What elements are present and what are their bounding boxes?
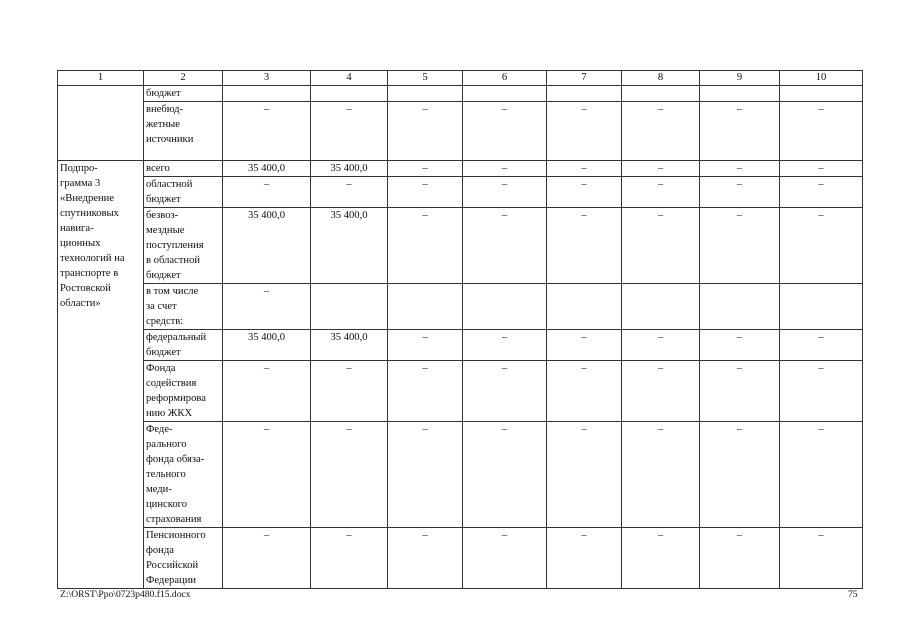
value-cell: – xyxy=(547,161,622,177)
value-cell: – xyxy=(780,161,863,177)
value-cell xyxy=(547,284,622,330)
value-cell: – xyxy=(700,361,780,422)
col-header: 6 xyxy=(463,71,547,86)
value-cell: – xyxy=(463,102,547,161)
value-cell: 35 400,0 xyxy=(223,208,311,284)
value-cell xyxy=(622,86,700,102)
value-cell: – xyxy=(622,161,700,177)
value-cell: – xyxy=(780,177,863,208)
value-cell: – xyxy=(223,422,311,528)
value-cell: – xyxy=(463,161,547,177)
value-cell xyxy=(780,284,863,330)
value-cell xyxy=(700,86,780,102)
value-cell: – xyxy=(622,422,700,528)
value-cell: – xyxy=(780,330,863,361)
value-cell: – xyxy=(463,177,547,208)
value-cell: – xyxy=(223,177,311,208)
table-row xyxy=(58,284,863,330)
value-cell: – xyxy=(463,208,547,284)
source-label: бюджет xyxy=(144,86,223,102)
budget-table xyxy=(57,70,863,589)
col-header: 2 xyxy=(144,71,223,86)
value-cell: – xyxy=(311,177,388,208)
value-cell: – xyxy=(463,528,547,589)
value-cell: – xyxy=(388,102,463,161)
col-header: 1 xyxy=(58,71,144,86)
value-cell: – xyxy=(700,330,780,361)
value-cell: – xyxy=(223,284,311,330)
table-row xyxy=(58,361,863,422)
col-header: 3 xyxy=(223,71,311,86)
col-header: 5 xyxy=(388,71,463,86)
empty-cell xyxy=(58,86,144,161)
source-label: Фонда содействия реформирова нию ЖКХ xyxy=(144,361,223,422)
page-number: 75 xyxy=(848,589,858,600)
value-cell: – xyxy=(780,208,863,284)
value-cell: – xyxy=(388,330,463,361)
value-cell xyxy=(547,86,622,102)
value-cell: – xyxy=(547,330,622,361)
source-label: федеральный бюджет xyxy=(144,330,223,361)
table-row xyxy=(58,177,863,208)
value-cell: – xyxy=(223,102,311,161)
value-cell: – xyxy=(780,361,863,422)
source-label: внебюд- жетные источники xyxy=(144,102,223,161)
col-header: 8 xyxy=(622,71,700,86)
value-cell xyxy=(622,284,700,330)
source-label: в том числе за счет средств: xyxy=(144,284,223,330)
value-cell: – xyxy=(622,177,700,208)
table-row xyxy=(58,528,863,589)
value-cell: – xyxy=(388,177,463,208)
source-label: областной бюджет xyxy=(144,177,223,208)
value-cell: – xyxy=(463,361,547,422)
value-cell: 35 400,0 xyxy=(311,161,388,177)
value-cell: – xyxy=(223,528,311,589)
table-row xyxy=(58,86,863,102)
value-cell: – xyxy=(388,161,463,177)
value-cell: – xyxy=(700,528,780,589)
value-cell: – xyxy=(622,330,700,361)
value-cell: – xyxy=(700,422,780,528)
value-cell: – xyxy=(700,177,780,208)
value-cell: – xyxy=(547,422,622,528)
value-cell: – xyxy=(547,102,622,161)
value-cell: – xyxy=(463,330,547,361)
value-cell: – xyxy=(547,361,622,422)
value-cell: – xyxy=(622,528,700,589)
subprogram-name: Подпро- грамма 3 «Внедрение спутниковых навига- ционных технологий на транспорте в Ростовской области» xyxy=(58,161,144,589)
value-cell: – xyxy=(311,102,388,161)
value-cell: – xyxy=(311,361,388,422)
table-row xyxy=(58,422,863,528)
value-cell: – xyxy=(780,102,863,161)
value-cell: – xyxy=(311,422,388,528)
value-cell: – xyxy=(700,208,780,284)
value-cell: – xyxy=(700,161,780,177)
value-cell xyxy=(780,86,863,102)
value-cell: – xyxy=(700,102,780,161)
value-cell: – xyxy=(388,208,463,284)
header-row xyxy=(58,71,863,86)
source-label: безвоз- мездные поступления в областной бюджет xyxy=(144,208,223,284)
value-cell: – xyxy=(547,177,622,208)
value-cell xyxy=(463,284,547,330)
table-row xyxy=(58,208,863,284)
value-cell: 35 400,0 xyxy=(223,161,311,177)
value-cell: 35 400,0 xyxy=(311,208,388,284)
value-cell: – xyxy=(388,422,463,528)
source-label: всего xyxy=(144,161,223,177)
value-cell: – xyxy=(780,422,863,528)
value-cell: – xyxy=(388,361,463,422)
value-cell xyxy=(311,86,388,102)
value-cell: 35 400,0 xyxy=(311,330,388,361)
value-cell xyxy=(223,86,311,102)
value-cell: – xyxy=(463,422,547,528)
col-header: 4 xyxy=(311,71,388,86)
value-cell xyxy=(311,284,388,330)
col-header: 7 xyxy=(547,71,622,86)
source-label: Пенсионного фонда Российской Федерации xyxy=(144,528,223,589)
value-cell: – xyxy=(622,208,700,284)
value-cell: – xyxy=(780,528,863,589)
source-label: Феде- рального фонда обяза- тельного меди- цинского страхования xyxy=(144,422,223,528)
table-row xyxy=(58,330,863,361)
value-cell: – xyxy=(547,208,622,284)
value-cell: – xyxy=(311,528,388,589)
table-row xyxy=(58,161,863,177)
table-row xyxy=(58,102,863,161)
value-cell xyxy=(463,86,547,102)
value-cell: – xyxy=(622,102,700,161)
value-cell xyxy=(388,86,463,102)
value-cell xyxy=(700,284,780,330)
col-header: 9 xyxy=(700,71,780,86)
value-cell: – xyxy=(388,528,463,589)
value-cell: – xyxy=(622,361,700,422)
value-cell: – xyxy=(223,361,311,422)
value-cell xyxy=(388,284,463,330)
col-header: 10 xyxy=(780,71,863,86)
value-cell: 35 400,0 xyxy=(223,330,311,361)
file-path: Z:\ORST\Ppo\0723p480.f15.docx xyxy=(60,589,191,600)
value-cell: – xyxy=(547,528,622,589)
